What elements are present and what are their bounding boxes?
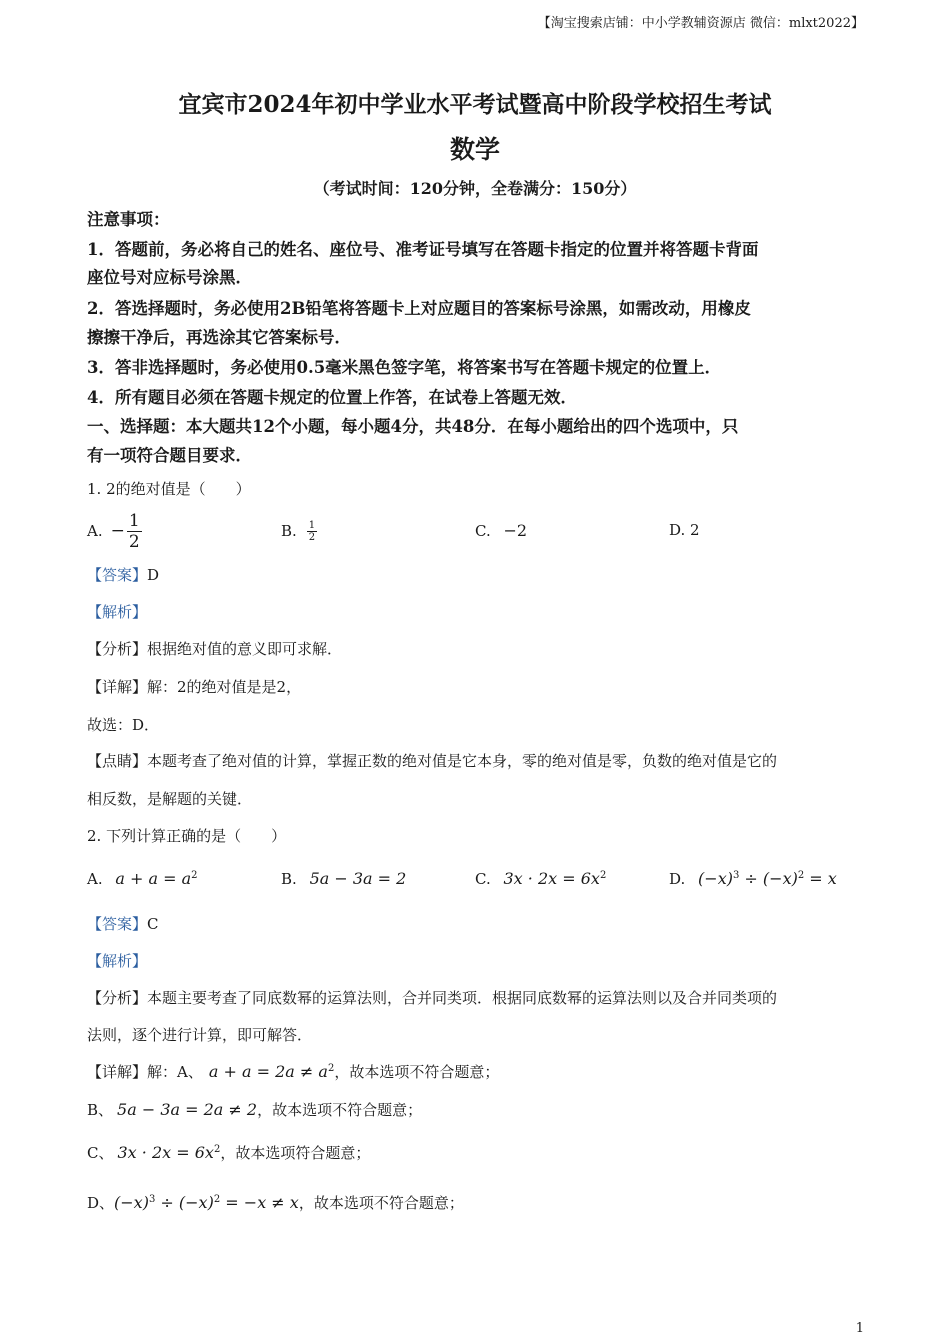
q2-detail-d-suffix: ，故本选项不符合题意； <box>298 1194 464 1212</box>
q1-detail-tag: 【详解】 <box>87 678 148 696</box>
header-note: 【淘宝搜索店铺：中小学教辅资源店 微信：mlxt2022】 <box>537 16 864 31</box>
note-1-line-1: 1．答题前，务必将自己的姓名、座位号、准考证号填写在答题卡指定的位置并将答题卡背面 <box>87 240 759 259</box>
q2-detail-a-math: a + a = 2a ≠ a <box>208 1062 328 1081</box>
page-number: 1 <box>855 1321 864 1336</box>
q2-fenxi-text: 本题主要考查了同底数幂的运算法则，合并同类项．根据同底数幂的运算法则以及合并同类项的 <box>147 989 778 1007</box>
q1-fenxi <box>87 638 342 659</box>
q2-detail-d-exponent-1: 3 <box>148 1194 156 1205</box>
q2-detail-b <box>87 1099 422 1120</box>
q1-analysis-tag: 【解析】 <box>87 603 148 621</box>
q2-detail-c-prefix: C、 <box>87 1144 114 1162</box>
q2-detail-tag: 【详解】 <box>87 1063 148 1081</box>
q2-detail-b-prefix: B、 <box>87 1101 114 1119</box>
q2-option-b-math: 5a − 3a = 2 <box>309 869 407 888</box>
note-2-line-1: 2．答选择题时，务必使用2B铅笔将答题卡上对应题目的答案标号涂黑，如需改动，用橡皮 <box>87 299 751 318</box>
q1-option-b <box>281 514 317 548</box>
subject-title: 数学 <box>449 135 500 164</box>
q2-option-d-exponent-1: 3 <box>732 870 740 881</box>
q2-fenxi-line-2: 法则，逐个进行计算，即可解答． <box>87 1026 313 1044</box>
q2-option-d-part-3: = x <box>804 869 837 888</box>
q2-answer-value: C <box>147 915 159 933</box>
q2-option-d-label: D. <box>669 870 686 888</box>
note-1-line-2: 座位号对应标号涂黑． <box>87 268 252 287</box>
q2-option-b-label: B. <box>281 870 297 888</box>
q1-detail <box>87 676 301 697</box>
q2-option-d-part-1: (−x) <box>698 869 733 888</box>
q1-option-a-numerator: 1 <box>128 510 140 531</box>
q2-option-c-math: 3x · 2x = 6x <box>503 869 600 888</box>
q2-detail-d-prefix: D、 <box>87 1194 115 1212</box>
q2-option-c-exponent: 2 <box>599 870 607 881</box>
q2-detail-b-math: 5a − 3a = 2a ≠ 2 <box>117 1100 258 1119</box>
q1-option-c-label: C. <box>475 522 491 540</box>
q2-option-a-math: a + a = a <box>115 869 192 888</box>
q1-dianjing-line-2: 相反数，是解题的关键． <box>87 790 253 808</box>
q2-option-b <box>281 869 406 888</box>
q2-option-a-label: A. <box>87 870 103 888</box>
q1-option-c-value: −2 <box>503 521 528 540</box>
note-2-line-2: 擦擦干净后，再选涂其它答案标号． <box>87 328 351 347</box>
q2-option-d-part-2: ÷ (−x) <box>739 869 798 888</box>
q1-option-b-label: B. <box>281 522 297 540</box>
note-3: 3．答非选择题时，务必使用0.5毫米黑色签字笔，将答案书写在答题卡规定的位置上． <box>87 358 722 377</box>
q2-detail-c-math: 3x · 2x = 6x <box>117 1143 214 1162</box>
q1-fenxi-text: 根据绝对值的意义即可求解． <box>147 640 343 658</box>
q2-fenxi-line-1 <box>87 987 777 1008</box>
q2-detail-a-suffix: ，故本选项不符合题意； <box>334 1063 500 1081</box>
notes-heading: 注意事项： <box>87 210 170 229</box>
q1-option-c <box>475 521 527 540</box>
q2-detail-c-exponent: 2 <box>213 1144 221 1155</box>
q1-stem: 1. 2的绝对值是（ ） <box>87 480 251 498</box>
section-1-line-1: 一、选择题：本大题共12个小题，每小题4分，共48分．在每小题给出的四个选项中，只 <box>87 417 739 436</box>
q2-detail-a-exponent: 2 <box>327 1063 335 1074</box>
q2-detail-d <box>87 1192 464 1213</box>
q1-option-d: D. 2 <box>669 521 700 539</box>
q2-detail-d-exponent-2: 2 <box>213 1194 221 1205</box>
q2-option-d <box>669 869 837 888</box>
q2-detail-c <box>87 1142 370 1163</box>
q2-detail-d-part-1: (−x) <box>114 1193 149 1212</box>
q2-answer <box>87 913 159 934</box>
exam-info: （考试时间：120分钟，全卷满分：150分） <box>313 179 637 198</box>
q1-option-b-denominator: 2 <box>308 531 316 543</box>
q1-detail-text: 解：2的绝对值是是2， <box>147 678 302 696</box>
q1-option-a-fraction <box>127 511 142 552</box>
q1-answer-value: D <box>147 566 160 584</box>
q2-option-c-label: C. <box>475 870 491 888</box>
q1-answer <box>87 564 159 585</box>
q2-detail-a-prefix: 解：A、 <box>147 1063 203 1081</box>
q1-answer-tag: 【答案】 <box>87 566 148 584</box>
q2-option-a-exponent: 2 <box>191 870 198 881</box>
q1-option-a-sign: − <box>110 521 125 541</box>
q2-option-c <box>475 869 606 888</box>
q2-detail-b-suffix: ，故本选项不符合题意； <box>257 1101 423 1119</box>
q2-detail-a <box>87 1061 499 1082</box>
q1-dianjing-tag: 【点睛】 <box>87 752 148 770</box>
q1-dianjing-text: 本题考查了绝对值的计算，掌握正数的绝对值是它本身，零的绝对值是零，负数的绝对值是它的 <box>147 752 778 770</box>
q2-stem: 2. 下列计算正确的是（ ） <box>87 827 287 845</box>
q1-option-b-fraction <box>307 520 317 543</box>
q1-option-a <box>87 508 142 554</box>
q2-answer-tag: 【答案】 <box>87 915 148 933</box>
q1-option-a-label: A. <box>87 522 103 540</box>
note-4: 4．所有题目必须在答题卡规定的位置上作答，在试卷上答题无效． <box>87 388 577 407</box>
section-1-line-2: 有一项符合题目要求． <box>87 446 252 465</box>
q1-fenxi-tag: 【分析】 <box>87 640 148 658</box>
q2-fenxi-tag: 【分析】 <box>87 989 148 1007</box>
q1-option-b-numerator: 1 <box>308 519 316 531</box>
q2-detail-d-part-3: = −x ≠ x <box>220 1193 299 1212</box>
exam-title: 宜宾市2024年初中学业水平考试暨高中阶段学校招生考试 <box>178 91 772 118</box>
q1-dianjing-line-1 <box>87 750 777 771</box>
q2-option-a <box>87 869 198 888</box>
q2-detail-c-suffix: ，故本选项符合题意； <box>220 1144 371 1162</box>
q2-detail-d-part-2: ÷ (−x) <box>155 1193 214 1212</box>
q1-option-a-denominator: 2 <box>128 531 140 552</box>
q2-option-d-exponent-2: 2 <box>797 870 805 881</box>
q1-choice: 故选：D． <box>87 716 160 734</box>
q2-analysis-tag: 【解析】 <box>87 952 148 970</box>
